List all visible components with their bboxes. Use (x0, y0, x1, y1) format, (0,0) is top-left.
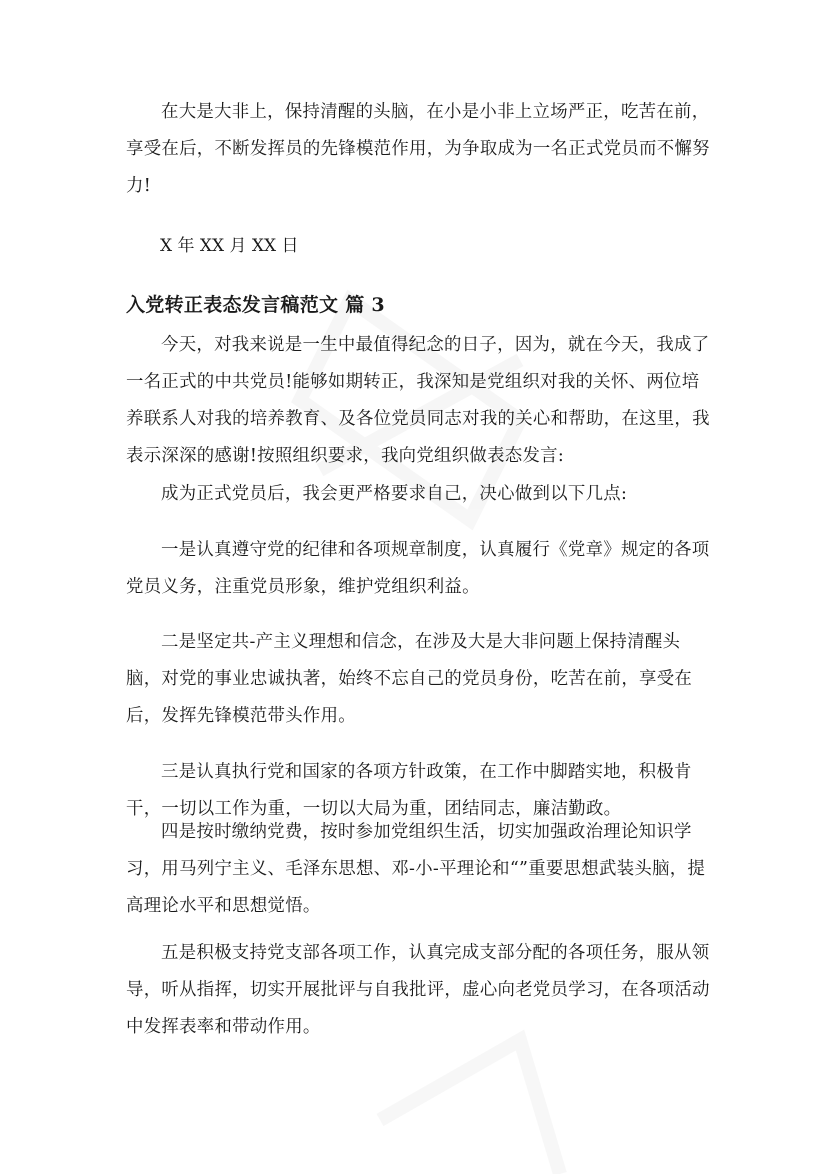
paragraph-opening: 今天，对我来说是一生中最值得纪念的日子，因为，就在今天，我成了一名正式的中共党员!能够如期转正，我深知是党组织对我的关怀、两位培养联系人对我的培养教育、及各位党员同志对我的关心和帮助，在这里，我表示深深的感谢!按照组织要求，我向党组织做表态发言: (126, 335, 710, 466)
paragraph-point-1: 一是认真遵守党的纪律和各项规章制度，认真履行《党章》规定的各项党员义务，注重党员形象，维护党组织利益。 (126, 540, 710, 597)
date-line: X 年 XX 月 XX 日 (160, 236, 299, 256)
paragraph-point-4: 四是按时缴纳党费，按时参加党组织生活，切实加强政治理论知识学习，用马列宁主义、毛泽东思想、邓-小-平理论和“”重要思想武装头脑，提高理论水平和思想觉悟。 (126, 822, 706, 916)
paragraph-point-3: 三是认真执行党和国家的各项方针政策，在工作中脚踏实地，积极肯干，一切以工作为重，一切以大局为重，团结同志，廉洁勤政。 (126, 762, 692, 819)
paragraph-point-5: 五是积极支持党支部各项工作，认真完成支部分配的各项任务，服从领导，听从指挥，切实开展批评与自我批评，虚心向老党员学习，在各项活动中发挥表率和带动作用。 (126, 943, 710, 1037)
paragraph-resolution: 成为正式党员后，我会更严格要求自己，决心做到以下几点: (161, 484, 628, 504)
closing-paragraph: 在大是大非上，保持清醒的头脑，在小是小非上立场严正，吃苦在前，享受在后，不断发挥员的先锋模范作用，为争取成为一名正式党员而不懈努力! (126, 102, 710, 196)
paragraph-point-2: 二是坚定共-产主义理想和信念，在涉及大是大非问题上保持清醒头脑，对党的事业忠诚执著，始终不忘自己的党员身份，吃苦在前，享受在后，发挥先锋模范带头作用。 (126, 632, 693, 726)
section-heading: 入党转正表态发言稿范文 篇 3 (126, 294, 385, 316)
